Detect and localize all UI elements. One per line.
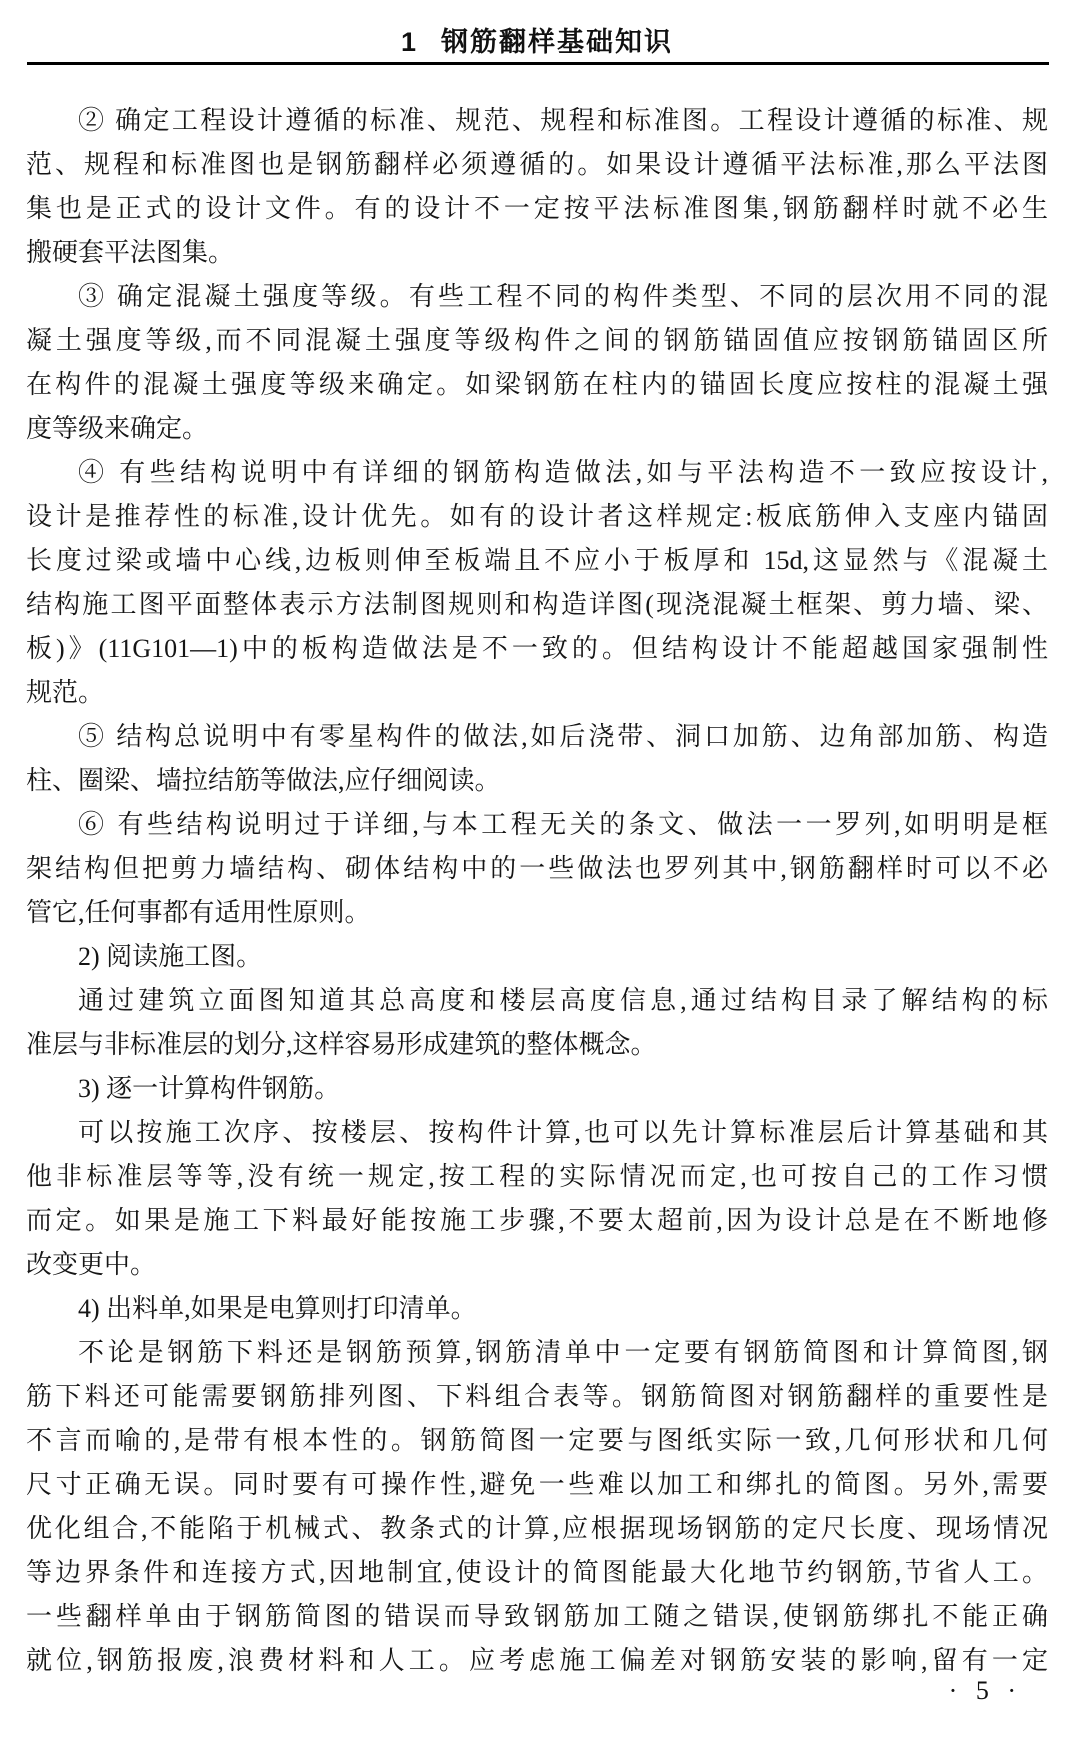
chapter-title: 钢筋翻样基础知识 <box>440 27 673 57</box>
text-line: 优化组合,不能陷于机械式、教条式的计算,应根据现场钢筋的定尺长度、现场情况 <box>26 1514 1048 1543</box>
text-line: ② 确定工程设计遵循的标准、规范、规程和标准图。工程设计遵循的标准、规 <box>78 106 1048 135</box>
text-line: 不论是钢筋下料还是钢筋预算,钢筋清单中一定要有钢筋简图和计算简图,钢 <box>78 1338 1048 1367</box>
text-line: 结构施工图平面整体表示方法制图规则和构造详图(现浇混凝土框架、剪力墙、梁、 <box>26 590 1048 619</box>
text-line: 柱、圈梁、墙拉结筋等做法,应仔细阅读。 <box>26 766 501 795</box>
text-line: 准层与非标准层的划分,这样容易形成建筑的整体概念。 <box>26 1030 657 1059</box>
text-line: 而定。如果是施工下料最好能按施工步骤,不要太超前,因为设计总是在不断地修 <box>26 1206 1048 1235</box>
text-line: 设计是推荐性的标准,设计优先。如有的设计者这样规定:板底筋伸入支座内锚固 <box>26 502 1048 531</box>
body-text <box>26 99 1048 1683</box>
text-line: 等边界条件和连接方式,因地制宜,使设计的简图能最大化地节约钢筋,节省人工。 <box>26 1558 1048 1587</box>
text-line: 就位,钢筋报废,浪费材料和人工。应考虑施工偏差对钢筋安装的影响,留有一定 <box>26 1646 1048 1675</box>
chapter-number: 1 <box>401 27 419 57</box>
text-line: 集也是正式的设计文件。有的设计不一定按平法标准图集,钢筋翻样时就不必生 <box>26 194 1048 223</box>
chapter-header <box>0 20 1074 59</box>
text-line: 管它,任何事都有适用性原则。 <box>26 898 371 927</box>
text-line: 他非标准层等等,没有统一规定,按工程的实际情况而定,也可按自己的工作习惯 <box>26 1162 1048 1191</box>
text-line: 可以按施工次序、按楼层、按构件计算,也可以先计算标准层后计算基础和其 <box>78 1118 1048 1147</box>
text-line: ④ 有些结构说明中有详细的钢筋构造做法,如与平法构造不一致应按设计, <box>78 458 1048 487</box>
text-line: 板)》(11G101—1)中的板构造做法是不一致的。但结构设计不能超越国家强制性 <box>26 634 1048 663</box>
text-line: 凝土强度等级,而不同混凝土强度等级构件之间的钢筋锚固值应按钢筋锚固区所 <box>26 326 1048 355</box>
text-line: ③ 确定混凝土强度等级。有些工程不同的构件类型、不同的层次用不同的混 <box>78 282 1048 311</box>
text-line: 度等级来确定。 <box>26 414 209 443</box>
text-line: 尺寸正确无误。同时要有可操作性,避免一些难以加工和绑扎的简图。另外,需要 <box>26 1470 1048 1499</box>
text-line: 不言而喻的,是带有根本性的。钢筋简图一定要与图纸实际一致,几何形状和几何 <box>26 1426 1048 1455</box>
text-line: 规范。 <box>26 678 105 707</box>
text-line: 4) 出料单,如果是电算则打印清单。 <box>78 1294 477 1323</box>
text-line: 架结构但把剪力墙结构、砌体结构中的一些做法也罗列其中,钢筋翻样时可以不必 <box>26 854 1048 883</box>
text-line: 长度过梁或墙中心线,边板则伸至板端且不应小于板厚和 15d,这显然与《混凝土 <box>26 546 1048 575</box>
text-line: 范、规程和标准图也是钢筋翻样必须遵循的。如果设计遵循平法标准,那么平法图 <box>26 150 1048 179</box>
text-line: 改变更中。 <box>26 1250 157 1279</box>
text-line: ⑥ 有些结构说明过于详细,与本工程无关的条文、做法一一罗列,如明明是框 <box>78 810 1048 839</box>
text-line: 2) 阅读施工图。 <box>78 942 263 971</box>
text-line: 一些翻样单由于钢筋简图的错误而导致钢筋加工随之错误,使钢筋绑扎不能正确 <box>26 1602 1048 1631</box>
header-rule-divider <box>27 62 1049 65</box>
text-line: 筋下料还可能需要钢筋排列图、下料组合表等。钢筋简图对钢筋翻样的重要性是 <box>26 1382 1048 1411</box>
text-line: ⑤ 结构总说明中有零星构件的做法,如后浇带、洞口加筋、边角部加筋、构造 <box>78 722 1048 751</box>
text-line: 在构件的混凝土强度等级来确定。如梁钢筋在柱内的锚固长度应按柱的混凝土强 <box>26 370 1048 399</box>
text-line: 搬硬套平法图集。 <box>26 238 235 267</box>
text-line: 3) 逐一计算构件钢筋。 <box>78 1074 341 1103</box>
text-line: 通过建筑立面图知道其总高度和楼层高度信息,通过结构目录了解结构的标 <box>78 986 1048 1015</box>
page-number: · 5 · <box>948 1676 1022 1705</box>
